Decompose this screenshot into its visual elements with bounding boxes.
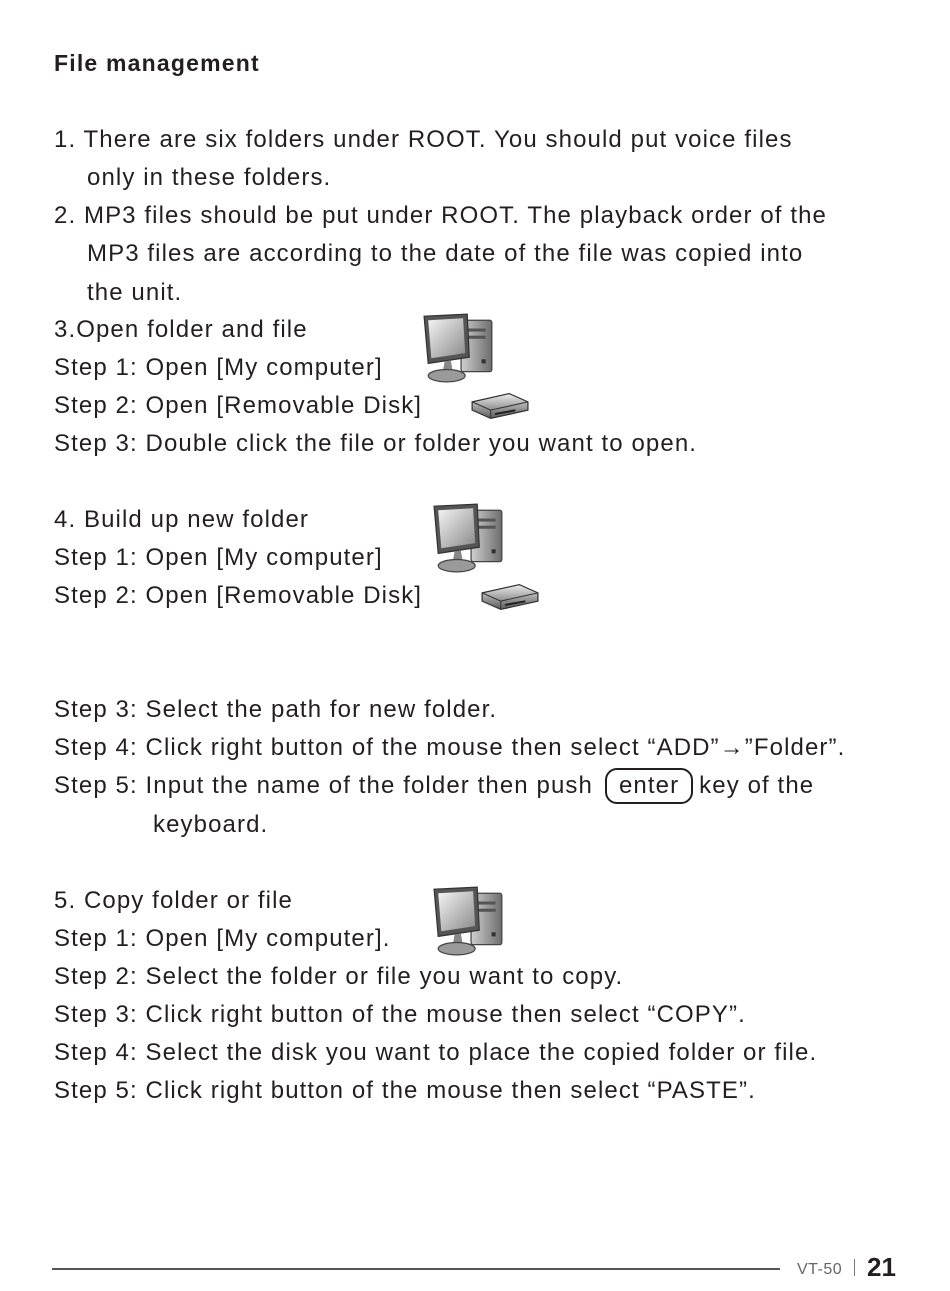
section4-step4 (54, 736, 845, 760)
section4-step1: Step 1: Open [My computer] (54, 544, 383, 571)
section3-step2: Step 2: Open [Removable Disk] (54, 392, 423, 419)
enter-key-badge: enter (605, 768, 693, 804)
section4-title: 4. Build up new folder (54, 506, 310, 533)
section4-step5 (54, 774, 814, 804)
section5-step4: Step 4: Select the disk you want to place the copied folder or file. (54, 1039, 818, 1066)
footer-separator (854, 1259, 855, 1276)
section4-step5-text-end: key of the (699, 772, 815, 799)
section3-step1: Step 1: Open [My computer] (54, 354, 383, 381)
removable-disk-icon (478, 580, 540, 614)
item2-line2: MP3 files are according to the date of the file was copied into (87, 240, 804, 267)
arrow-right-icon: → (719, 734, 745, 761)
section4-step5-text: Step 5: Input the name of the folder then push (54, 772, 593, 799)
computer-icon (420, 312, 498, 384)
item1-line1: 1. There are six folders under ROOT. You should put voice files (54, 126, 793, 153)
section3-step3: Step 3: Double click the file or folder you want to open. (54, 430, 698, 457)
section4-step5-line2: keyboard. (153, 811, 269, 838)
page-title: File management (54, 50, 260, 76)
item2-line1: 2. MP3 files should be put under ROOT. The playback order of the (54, 202, 828, 229)
item1-line2: only in these folders. (87, 164, 332, 191)
section5-title: 5. Copy folder or file (54, 887, 293, 914)
computer-icon (430, 502, 508, 574)
section5-step5: Step 5: Click right button of the mouse then select “PASTE”. (54, 1077, 756, 1104)
item2-line3: the unit. (87, 279, 183, 306)
section4-step4-text-end: ”Folder”. (744, 734, 846, 761)
section4-step2: Step 2: Open [Removable Disk] (54, 582, 423, 609)
section5-step3: Step 3: Click right button of the mouse then select “COPY”. (54, 1001, 746, 1028)
section5-step1: Step 1: Open [My computer]. (54, 925, 391, 952)
footer-divider (52, 1268, 780, 1270)
removable-disk-icon (468, 389, 530, 423)
computer-icon (430, 885, 508, 957)
section3-title: 3.Open folder and file (54, 316, 308, 343)
page-number: 21 (867, 1252, 896, 1282)
section4-step3: Step 3: Select the path for new folder. (54, 696, 498, 723)
model-name: VT-50 (797, 1261, 843, 1278)
section5-step2: Step 2: Select the folder or file you want to copy. (54, 963, 624, 990)
section4-step4-text: Step 4: Click right button of the mouse then select “ADD” (54, 734, 720, 761)
